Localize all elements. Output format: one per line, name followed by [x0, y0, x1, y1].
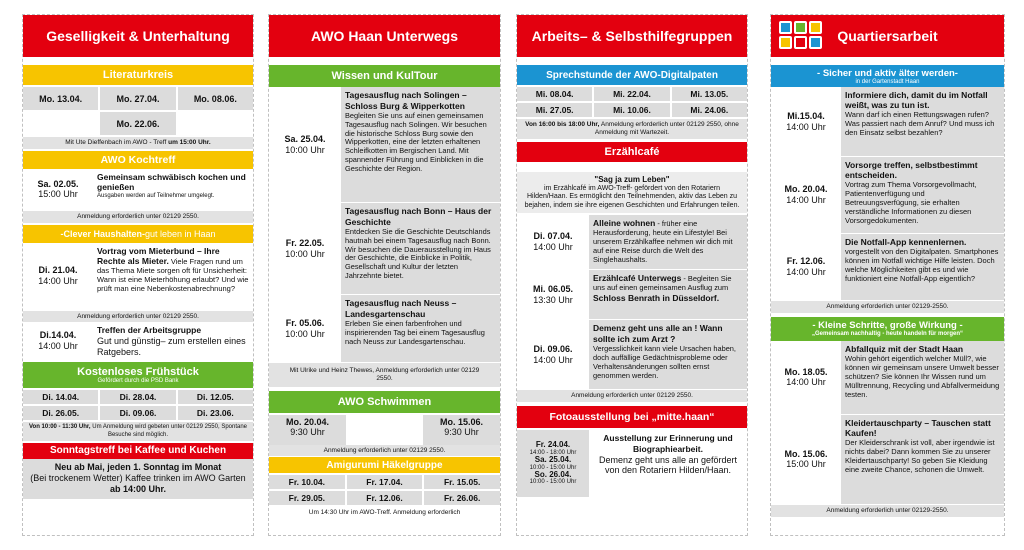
note-time: Von 16:00 bis 18:00 Uhr, — [525, 121, 600, 128]
event-datetime — [23, 169, 93, 210]
event-description — [93, 169, 253, 210]
fruehstueck-note — [23, 422, 253, 440]
event-title: Vortrag vom Mieterbund – Ihre Rechte als Mieter. — [97, 245, 220, 266]
event-text: Gut und günstig– zum erstellen eines Ratgebers. — [97, 336, 246, 357]
event-date: Fr. 05.06. — [285, 317, 325, 328]
digitalpaten-note — [517, 119, 747, 139]
event-time: 15:00 Uhr — [38, 189, 78, 200]
erzaehlcafe-note: Anmeldung erforderlich unter 02129 2550. — [517, 390, 747, 402]
logo-tile-yellow — [779, 36, 792, 49]
event-date: Mi. 06.05. — [532, 283, 574, 294]
event-description — [841, 415, 1004, 504]
section-header-clever — [23, 225, 253, 243]
event-time: 10:00 Uhr — [285, 144, 325, 155]
quartier-logo — [779, 21, 825, 51]
erzaehlcafe-intro — [517, 172, 747, 214]
event-text: Vergesslichkeit kann viele Ursachen haben, doch auffällige Gedächtnisprobleme oder Verhaltensänderungen sollten ernst genommen werden. — [593, 343, 736, 380]
sonntagstreff-line-1: Neu ab Mai, jeden 1. Sonntag im Monat — [54, 461, 222, 472]
event-text: - früher eine Herausforderung, heute ein Lifestyle! Bei unserem Erzählkaffee nehmen wir dich mit auf eine Reise durch die Welt des Singlehaushalts. — [593, 219, 733, 264]
date-cell: Mo. 08.06. — [178, 87, 253, 110]
logo-tile-green — [794, 21, 807, 34]
column-selbsthilfe — [516, 14, 748, 536]
event-row — [23, 243, 253, 311]
schwimmen-date-2 — [423, 415, 500, 445]
event-title: Gemeinsam schwäbisch kochen und genießen — [97, 171, 246, 193]
foto-dates — [517, 430, 589, 497]
date-cell: Di. 26.05. — [23, 406, 98, 420]
date-cell: Di. 09.06. — [100, 406, 175, 420]
event-time: 14:00 Uhr — [38, 340, 78, 351]
event-time: 14:00 Uhr — [38, 276, 78, 287]
note-time: um 15:00 Uhr. — [168, 139, 211, 146]
fruehstueck-dates — [23, 390, 253, 420]
header-title: Kostenloses Frühstück — [77, 366, 199, 379]
event-date: Di.14.04. — [39, 330, 77, 341]
event-time: 10:00 - 15:00 Uhr — [529, 464, 577, 471]
event-title: Tagesausflug nach Solingen – Schloss Burg & Wipperkotten — [345, 90, 467, 111]
event-row — [771, 415, 1004, 505]
event-title: Abfallquiz mit der Stadt Haan — [845, 343, 964, 354]
event-text: Wann darf ich einen Rettungswagen rufen? Was passiert nach dem Anruf? Und muss ich den Einsatz selbst bezahlen? — [845, 110, 995, 138]
event-location: Schloss Benrath in Düsseldorf. — [593, 292, 720, 303]
section-header-kochtreff: AWO Kochtreff — [23, 151, 253, 169]
event-text: vorgestellt von den Digitalpaten. Smartphones können im Notfall wichtige Hilfe leisten. Doch welche Möglichkeiten gibt es und wie funktioniert eine Notfall-App eigentlich? — [845, 247, 999, 284]
sonntagstreff-text — [23, 459, 253, 499]
event-description — [93, 322, 253, 359]
schwimmen-dates — [269, 415, 500, 445]
event-description — [341, 295, 500, 362]
date-cell: Mi. 24.06. — [672, 103, 747, 117]
event-text: Der Kleiderschrank ist voll, aber irgendwie ist nichts dabei? Dann kommen Sie zu unserer Kleidertauschparty! So geben Sie Kleidung eine zweite Chance, schonen die Umwelt. — [845, 438, 995, 475]
event-datetime — [771, 234, 841, 300]
event-title: Informiere dich, damit du im Notfall weißt, was zu tun ist. — [845, 90, 988, 111]
sonntagstreff-line-3: ab 14:00 Uhr. — [109, 484, 167, 495]
section-header-amigurumi: Amigurumi Häkelgruppe — [269, 457, 500, 473]
literaturkreis-note — [23, 137, 253, 149]
event-datetime — [269, 87, 341, 202]
event-row — [23, 169, 253, 211]
event-row — [517, 320, 747, 390]
event-subtext: Ausgaben werden auf Teilnehmer umgelegt. — [97, 192, 215, 199]
event-row — [517, 270, 747, 320]
event-datetime — [23, 243, 93, 310]
event-time: 10:00 - 15:00 Uhr — [529, 479, 577, 486]
section-header-kleine-schritte — [771, 317, 1004, 341]
section-header-fotoausstellung: Fotoausstellung bei „mitte.haan“ — [517, 406, 747, 428]
section-header-schwimmen: AWO Schwimmen — [269, 391, 500, 413]
event-text: Vortrag zum Thema Vorsorgevollmacht, Patientenverfügung und Betreuungsverfügung, sie erhalten verständliche Informationen zu diesen Vorsorgedokumenten. — [845, 180, 977, 226]
note-time: Von 10:00 - 11:30 Uhr, — [28, 424, 91, 431]
logo-tile-blue — [809, 36, 822, 49]
event-description — [589, 430, 747, 497]
section-header-erzaehlcafe: Erzählcafé — [517, 142, 747, 162]
event-time: 14:00 Uhr — [533, 242, 573, 253]
amigurumi-note: Um 14:30 Uhr im AWO-Treff. Anmeldung erforderlich — [269, 507, 500, 519]
event-title: Erzählcafé Unterwegs — [593, 273, 682, 284]
event-title: Demenz geht uns alle an ! Wann sollte ich zum Arzt ? — [593, 323, 723, 345]
event-datetime — [771, 157, 841, 233]
column-title: AWO Haan Unterwegs — [269, 15, 500, 57]
header-bold: -Clever Haushalten- — [60, 228, 145, 239]
date-cell: Fr. 10.04. — [269, 475, 345, 489]
event-description — [589, 320, 747, 389]
event-title: Vorsorge treffen, selbstbestimmt entscheiden. — [845, 160, 978, 181]
date-cell: Fr. 15.05. — [424, 475, 500, 489]
section-header-wissen: Wissen und KulTour — [269, 65, 500, 87]
event-date: Sa. 02.05. — [37, 178, 79, 189]
header-title: - Sicher und aktiv älter werden- — [817, 67, 958, 79]
logo-tile-yellow — [809, 21, 822, 34]
column-geselligkeit — [22, 14, 254, 536]
date-cell: Mo. 22.06. — [100, 112, 175, 135]
event-title: Treffen der Arbeitsgruppe — [97, 325, 202, 336]
header-normal: gut leben in Haan — [144, 228, 216, 239]
date-cell: Di. 14.04. — [23, 390, 98, 404]
event-date: Mo. 20.04. — [784, 184, 828, 195]
event-date: Fr. 22.05. — [285, 237, 325, 248]
event-title: Die Notfall-App kennenlernen. — [845, 237, 967, 247]
column-unterwegs — [268, 14, 501, 536]
event-datetime — [269, 203, 341, 294]
section-header-literaturkreis: Literaturkreis — [23, 65, 253, 85]
event-description — [589, 270, 747, 319]
date-cell: Di. 28.04. — [100, 390, 175, 404]
clever-note: Anmeldung erforderlich unter 02129 2550. — [23, 311, 253, 323]
literaturkreis-dates — [23, 87, 253, 135]
intro-title: "Sag ja zum Leben" — [594, 174, 670, 184]
date-cell: Mi. 10.06. — [594, 103, 669, 117]
digitalpaten-dates — [517, 87, 747, 117]
event-row — [23, 322, 253, 360]
date-cell: Mo. 13.04. — [23, 87, 98, 110]
event-time: 14:00 - 18:00 Uhr — [529, 449, 577, 456]
date-cell: Mi. 27.05. — [517, 103, 592, 117]
event-datetime — [771, 341, 841, 414]
event-time: 9:30 Uhr — [290, 426, 325, 437]
event-date: Mi.15.04. — [787, 110, 825, 121]
section-header-sonntagstreff: Sonntagstreff bei Kaffee und Kuchen — [23, 443, 253, 459]
schwimmen-date-1 — [269, 415, 346, 445]
event-time: 14:00 Uhr — [786, 121, 826, 132]
event-row — [771, 87, 1004, 157]
event-text: Wohin gehört eigentlich welcher Müll?, wie können wir gemeinsam unsere Umwelt besser schützen? Sie können Ihr Wissen rund um Mülltrennung, Recycling und Abfallvermeidung testen. — [845, 353, 1000, 399]
event-date: Di. 07.04. — [533, 231, 573, 242]
amigurumi-dates — [269, 475, 500, 505]
event-row — [771, 341, 1004, 415]
header-subtitle: in der Gartenstadt Haan — [855, 78, 920, 85]
event-date: Fr. 24.04. — [535, 440, 571, 450]
section-header-digitalpaten: Sprechstunde der AWO-Digitalpaten — [517, 65, 747, 85]
event-description — [589, 215, 747, 269]
event-text: Viele Fragen rund um das Thema Miete sorgen oft für Unsicherheit: Wann ist eine Mieterhöhung erlaubt? Und wie prüft man eine Nebenkostenabrechnung? — [97, 256, 249, 293]
event-time: 10:00 Uhr — [285, 328, 325, 339]
event-time: 10:00 Uhr — [285, 248, 325, 259]
event-text: Demenz geht uns alle an gefördert von den Rotariern Hilden/Haan. — [598, 454, 738, 476]
sonntagstreff-line-2: (Bei trockenem Wetter) Kaffee trinken im AWO Garten — [30, 473, 246, 484]
event-row — [269, 295, 500, 363]
event-time: 14:00 Uhr — [786, 377, 826, 388]
event-time: 14:00 Uhr — [533, 354, 573, 365]
date-cell-empty — [23, 112, 98, 135]
logo-tile-blue — [779, 21, 792, 34]
event-datetime — [269, 295, 341, 362]
date-cell: Di. 12.05. — [178, 390, 253, 404]
event-datetime — [517, 320, 589, 389]
date-cell: Mo. 27.04. — [100, 87, 175, 110]
event-date: Mo. 15.06. — [784, 448, 828, 459]
kleine-schritte-note: Anmeldung erforderlich unter 02129-2550. — [771, 505, 1004, 517]
event-row — [771, 157, 1004, 234]
event-date: Sa. 25.04. — [534, 455, 572, 465]
event-description — [93, 243, 253, 310]
column-title: Arbeits– & Selbsthilfegruppen — [517, 15, 747, 57]
event-row — [269, 87, 500, 203]
event-datetime — [517, 215, 589, 269]
event-text: Begleiten Sie uns auf einen gemeinsamen Tagesausflug nach Solingen. Wir besuchen die historische Schloss Burg sowie den Wipperkotten, eine der letzten erhaltenen Schleifkotten im Bergischen Land. Mit spannender Führung und Einblicken in die Geschichte der Region. — [345, 110, 487, 173]
event-date: Di. 21.04. — [38, 265, 78, 276]
note-text: Um Anmeldung wird gebeten unter 02129 2550, Spontane Besuche sind möglich. — [90, 424, 248, 438]
event-description — [341, 87, 500, 202]
date-cell: Mi. 22.04. — [594, 87, 669, 101]
event-row — [269, 203, 500, 295]
event-time: 13:30 Uhr — [533, 294, 573, 305]
note-text: Anmeldung erforderlich unter 02129 2550, ohne Anmeldung mit Wartezeit. — [594, 121, 739, 136]
event-date: Mo. 15.06. — [439, 416, 484, 427]
event-title: Alleine wohnen — [593, 218, 656, 229]
date-cell: Mi. 13.05. — [672, 87, 747, 101]
event-date: Fr. 12.06. — [786, 256, 826, 267]
intro-text: im Erzählcafé im AWO-Treff- gefördert von den Rotariern Hilden/Haan. Es ermöglicht den Teilnehmenden, aktiv das Leben zu bejahen, indem sie ihre eigenen Geschichten und Erfahrungen teilen. — [524, 184, 740, 209]
column-title: Geselligkeit & Unterhaltung — [23, 15, 253, 57]
event-datetime — [517, 270, 589, 319]
event-title: Tagesausflug nach Neuss – Landesgartenschau — [345, 298, 457, 319]
event-description — [841, 234, 1004, 300]
date-cell: Fr. 29.05. — [269, 491, 345, 505]
event-time: 9:30 Uhr — [444, 426, 479, 437]
schwimmen-spacer — [346, 415, 423, 445]
header-title: - Kleine Schritte, große Wirkung - — [812, 320, 963, 332]
event-date: So. 26.04. — [534, 469, 572, 479]
event-row — [771, 234, 1004, 301]
section-header-sicher — [771, 65, 1004, 87]
event-datetime — [771, 87, 841, 156]
event-title: Kleidertauschparty – Tauschen statt Kaufen! — [845, 417, 991, 438]
column-title — [771, 15, 1004, 57]
event-row — [517, 215, 747, 270]
date-cell-empty — [178, 112, 253, 135]
date-cell: Fr. 17.04. — [347, 475, 423, 489]
note-text: Mit Ute Dieffenbach im AWO - Treff — [65, 139, 169, 146]
sicher-note: Anmeldung erforderlich unter 02129-2550. — [771, 301, 1004, 313]
section-header-fruehstueck — [23, 362, 253, 388]
event-datetime — [771, 415, 841, 504]
event-description — [341, 203, 500, 294]
event-datetime — [23, 322, 93, 359]
event-time: 14:00 Uhr — [786, 267, 826, 277]
event-description — [841, 87, 1004, 156]
kochtreff-note: Anmeldung erforderlich unter 02129 2550. — [23, 211, 253, 223]
column-title-text: Quartiersarbeit — [837, 28, 938, 44]
event-text: Entdecken Sie die Geschichte Deutschlands hautnah bei einem Tagesausflug nach Bonn. Wir besuchen die Dauerausstellung im Haus der Geschichte, die Einblicke in Politik, Gesellschaft und Kultur der letzten Jahrzehnte bietet. — [345, 226, 491, 281]
event-date: Sa. 25.04. — [284, 133, 326, 144]
column-quartiersarbeit — [770, 14, 1005, 536]
event-title: Ausstellung zur Erinnerung und Biographiearbeit. — [603, 432, 733, 454]
header-subtitle: „Gemeinsam nachhaltig - heute handeln für morgen“ — [811, 331, 964, 338]
schwimmen-note: Anmeldung erforderlich unter 02129 2550. — [269, 445, 500, 457]
event-row — [517, 430, 747, 498]
event-text: - Begleiten Sie uns auf einen gemeinsamen Ausflug zum — [593, 274, 732, 293]
date-cell: Fr. 12.06. — [347, 491, 423, 505]
event-text: Erleben Sie einen farbenfrohen und inspirierenden Tag bei einem Tagesausflug nach Neuss zur Landesgartenschau. — [345, 318, 485, 346]
event-description — [841, 341, 1004, 414]
event-description — [841, 157, 1004, 233]
date-cell: Mi. 08.04. — [517, 87, 592, 101]
date-cell: Di. 23.06. — [178, 406, 253, 420]
date-cell: Fr. 26.06. — [424, 491, 500, 505]
wissen-note: Mit Ulrike und Heinz Thewes, Anmeldung erforderlich unter 02129 2550. — [269, 363, 500, 387]
event-time: 14:00 Uhr — [786, 195, 826, 205]
event-date: Di. 09.06. — [533, 343, 573, 354]
logo-tile-red — [794, 36, 807, 49]
header-subtitle: Gefördert durch die PSD Bank — [97, 378, 179, 385]
event-time: 15:00 Uhr — [786, 459, 826, 470]
event-title: Tagesausflug nach Bonn – Haus der Geschichte — [345, 206, 492, 227]
event-date: Mo. 20.04. — [285, 416, 330, 427]
event-date: Mo. 18.05. — [784, 366, 828, 377]
